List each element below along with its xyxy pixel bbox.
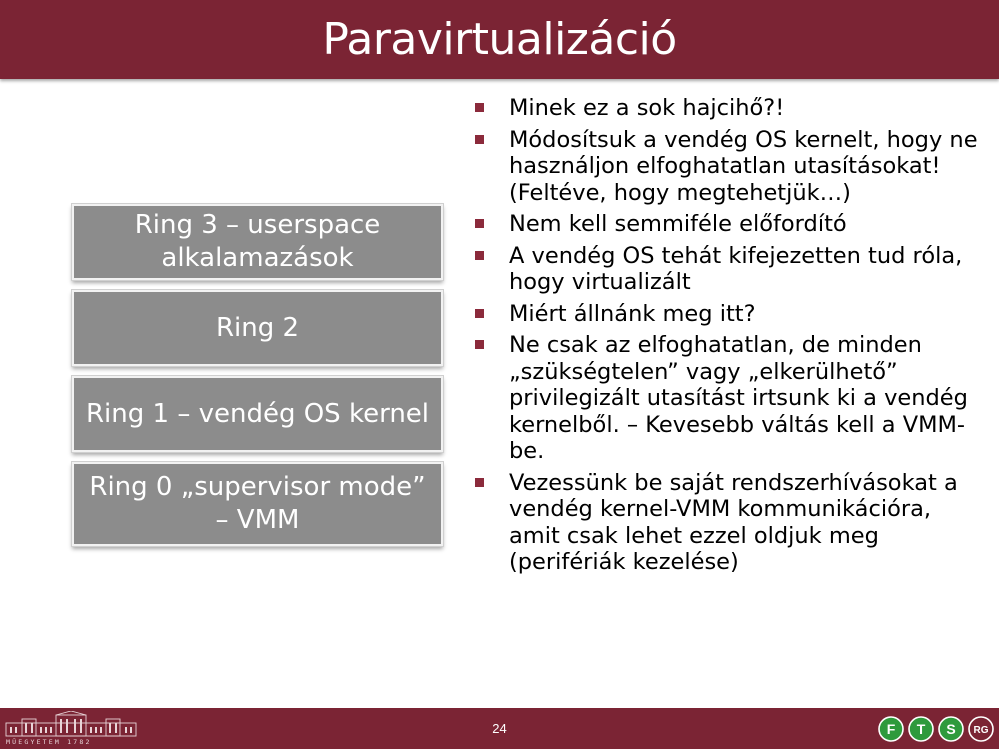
ring-3-box [72,204,443,280]
bullet-item [472,95,984,122]
bullet-item [472,332,984,465]
bullet-item [472,211,984,238]
bullet-item [472,243,984,296]
bullet-text: Nem kell semmiféle előfordító [509,211,847,237]
bullet-item [472,127,984,207]
bullet-list [472,95,984,581]
bullet-item [472,470,984,576]
square-bullet-icon [475,340,484,349]
slide-title: Paravirtualizáció [322,14,677,65]
logo-letter-f: F [886,721,896,737]
bullet-item [472,301,984,328]
ring-3-label: Ring 3 – userspace alkalamazások [134,210,381,273]
square-bullet-icon [475,309,484,318]
ring-2-label: Ring 2 [215,312,300,343]
bullet-text: Módosítsuk a vendég OS kernelt, hogy ne használjon elfoghatatlan utasításokat! (Feltéve, hogy megtehetjük…) [509,126,978,206]
square-bullet-icon [475,135,484,144]
ring-1-box [72,376,443,452]
square-bullet-icon [475,219,484,228]
logo-letter-s: S [946,721,956,737]
logo-letter-rg: RG [973,725,989,736]
ring-2-box [72,290,443,366]
bullet-text: Ne csak az elfoghatatlan, de minden „szükségtelen” vagy „elkerülhető” privilegizált utasítást irtsunk ki a vendég kernelből. – Kevesebb váltás kell a VMM-be. [509,332,968,464]
ftsrg-logo [876,712,998,746]
university-logo-text: MŰEGYETEM 1782 [6,738,92,746]
ring-0-label: Ring 0 „supervisor mode” – VMM [89,472,426,535]
square-bullet-icon [475,478,484,487]
ring-1-label: Ring 1 – vendég OS kernel [85,398,430,429]
bullet-text: Minek ez a sok hajcihő?! [509,95,785,121]
square-bullet-icon [475,103,484,112]
logo-letter-t: T [916,721,926,737]
bullet-text: Miért állnánk meg itt? [509,300,756,327]
page-number: 24 [492,721,507,736]
ring-0-box [72,462,443,546]
bullet-text: Vezessünk be saját rendszerhívásokat a vendég kernel-VMM kommunikációra, amit csak lehet ezzel oldjuk meg (perifériák kezelése) [509,469,958,575]
square-bullet-icon [475,251,484,260]
bullet-text: A vendég OS tehát kifejezetten tud róla, hogy virtualizált [509,242,963,295]
